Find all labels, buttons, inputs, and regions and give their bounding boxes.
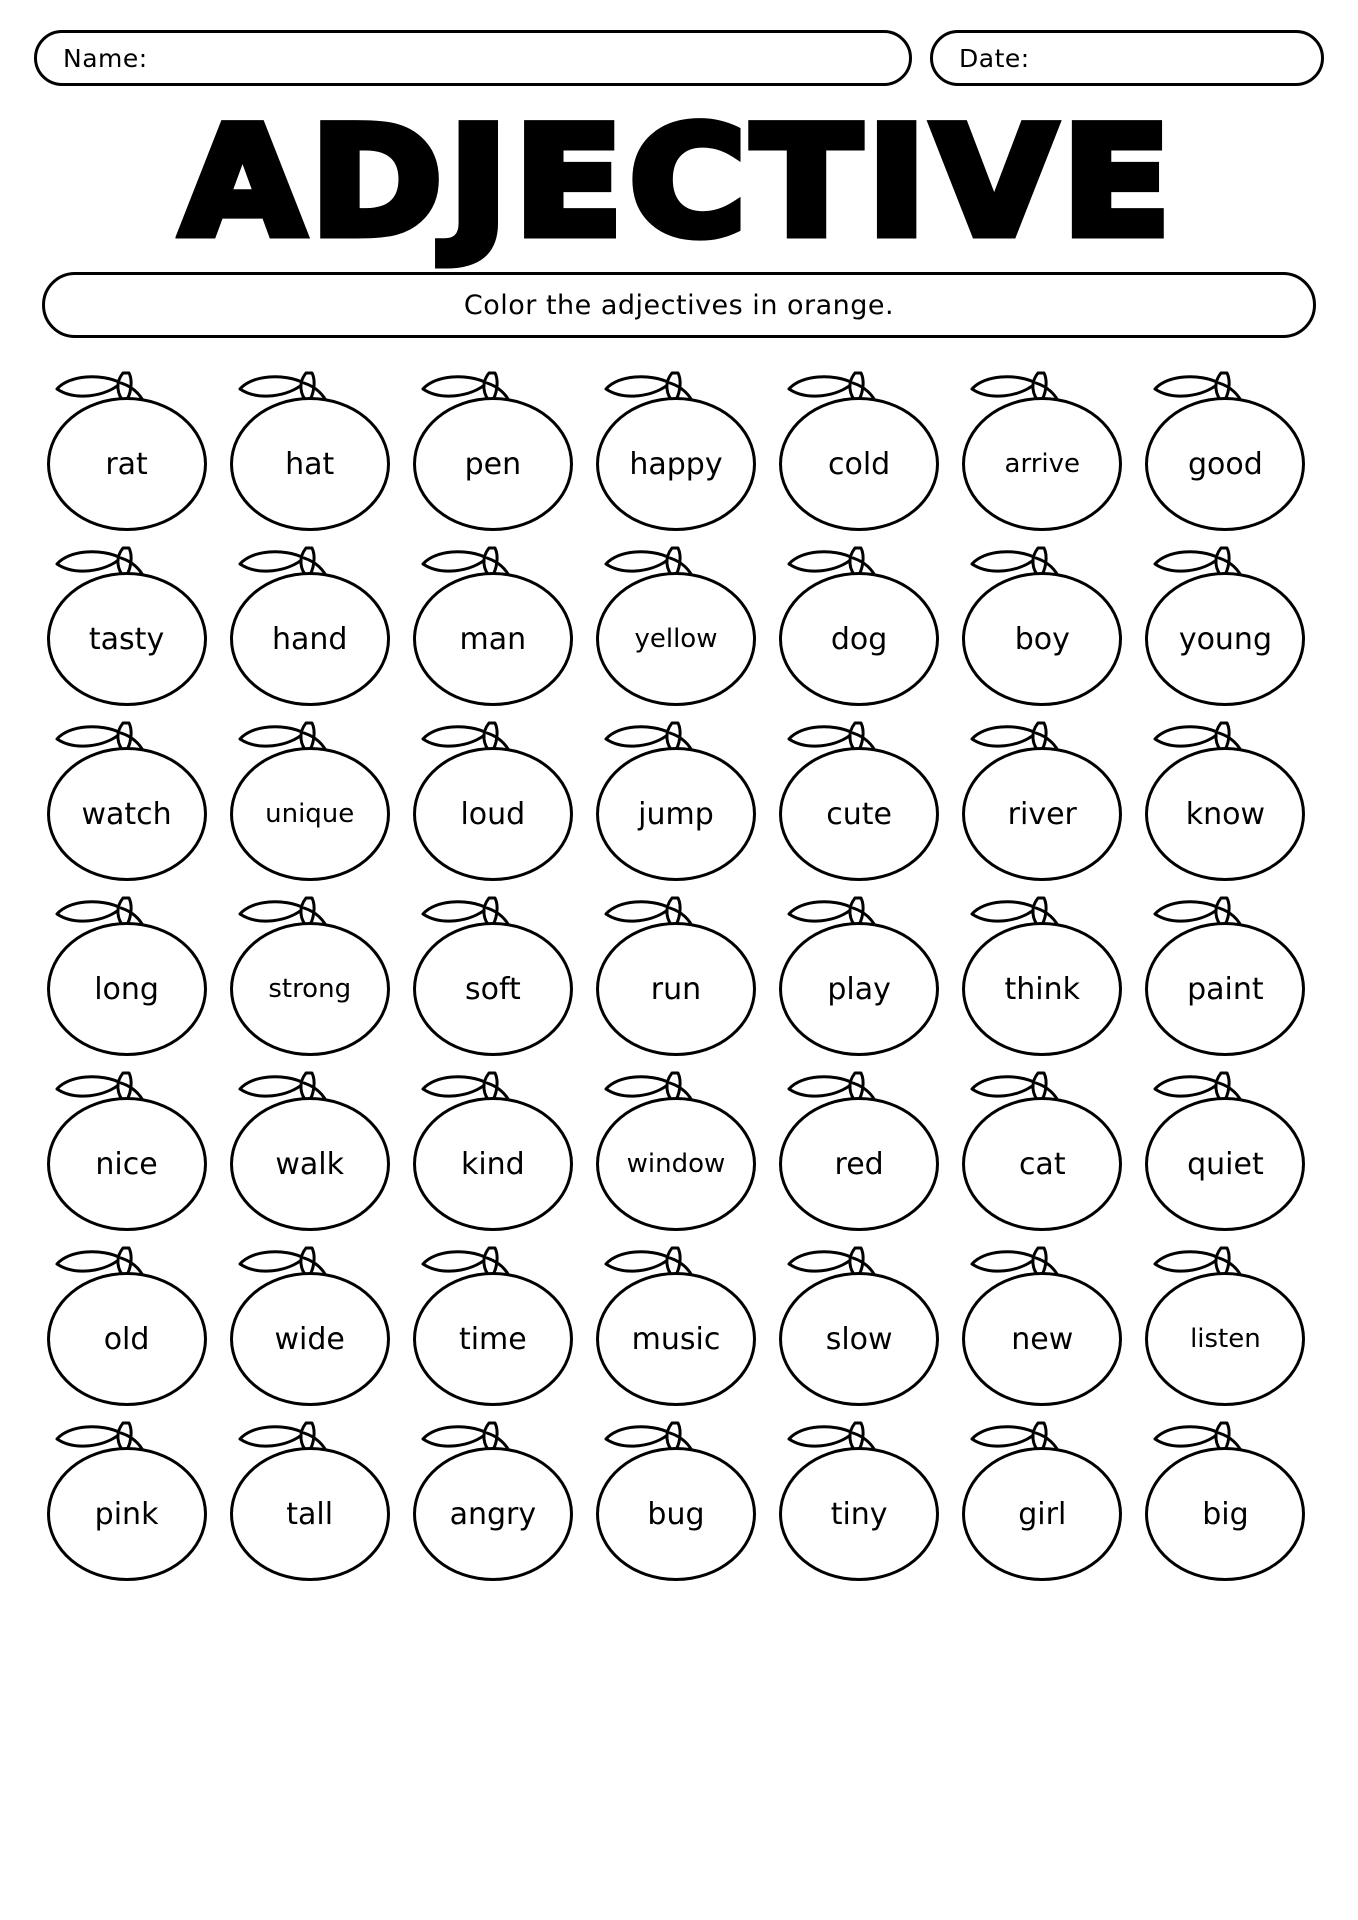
orange-shape[interactable] bbox=[230, 1069, 396, 1235]
orange-shape[interactable] bbox=[1145, 1419, 1311, 1585]
orange-shape[interactable] bbox=[413, 719, 579, 885]
orange-shape[interactable] bbox=[47, 369, 213, 535]
orange-shape[interactable] bbox=[962, 894, 1128, 1060]
word-label: kind bbox=[460, 1146, 525, 1182]
orange-cell[interactable] bbox=[404, 710, 587, 885]
word-label: arrive bbox=[1004, 449, 1080, 479]
orange-body[interactable] bbox=[962, 1447, 1122, 1581]
orange-cell[interactable] bbox=[404, 1410, 587, 1585]
orange-body[interactable] bbox=[47, 1447, 207, 1581]
orange-shape[interactable] bbox=[413, 369, 579, 535]
orange-body[interactable] bbox=[596, 922, 756, 1056]
orange-cell[interactable] bbox=[38, 885, 221, 1060]
orange-body[interactable] bbox=[413, 922, 573, 1056]
orange-shape[interactable] bbox=[1145, 544, 1311, 710]
orange-cell[interactable] bbox=[221, 535, 404, 710]
orange-cell[interactable] bbox=[1137, 535, 1320, 710]
orange-cell[interactable] bbox=[954, 360, 1137, 535]
orange-body[interactable] bbox=[779, 922, 939, 1056]
orange-shape[interactable] bbox=[1145, 369, 1311, 535]
orange-body[interactable] bbox=[230, 747, 390, 881]
word-label: unique bbox=[265, 799, 355, 829]
name-label: Name: bbox=[63, 43, 148, 73]
orange-shape[interactable] bbox=[779, 894, 945, 1060]
orange-cell[interactable] bbox=[771, 1235, 954, 1410]
date-field[interactable] bbox=[930, 30, 1324, 86]
orange-body[interactable] bbox=[596, 1097, 756, 1231]
orange-shape[interactable] bbox=[47, 1419, 213, 1585]
orange-shape[interactable] bbox=[47, 1069, 213, 1235]
word-label: listen bbox=[1190, 1324, 1261, 1354]
date-label: Date: bbox=[959, 43, 1030, 73]
orange-shape[interactable] bbox=[413, 544, 579, 710]
orange-cell[interactable] bbox=[221, 1060, 404, 1235]
word-label: happy bbox=[629, 446, 723, 482]
orange-body[interactable] bbox=[1145, 1272, 1305, 1406]
word-label: jump bbox=[638, 796, 714, 832]
orange-body[interactable] bbox=[962, 747, 1122, 881]
orange-shape[interactable] bbox=[47, 544, 213, 710]
orange-cell[interactable] bbox=[771, 1060, 954, 1235]
orange-shape[interactable] bbox=[596, 369, 762, 535]
word-label: paint bbox=[1187, 971, 1264, 1007]
orange-cell[interactable] bbox=[954, 1235, 1137, 1410]
word-label: man bbox=[459, 621, 527, 657]
orange-body[interactable] bbox=[779, 1272, 939, 1406]
word-label: play bbox=[827, 971, 891, 1007]
orange-body[interactable] bbox=[779, 1097, 939, 1231]
orange-body[interactable] bbox=[47, 1097, 207, 1231]
orange-shape[interactable] bbox=[1145, 1069, 1311, 1235]
orange-body[interactable] bbox=[230, 922, 390, 1056]
orange-shape[interactable] bbox=[962, 1419, 1128, 1585]
orange-cell[interactable] bbox=[404, 885, 587, 1060]
word-label: long bbox=[94, 971, 159, 1007]
orange-body[interactable] bbox=[230, 397, 390, 531]
orange-cell[interactable] bbox=[587, 535, 770, 710]
word-label: pen bbox=[464, 446, 522, 482]
word-label: tall bbox=[286, 1496, 334, 1532]
orange-body[interactable] bbox=[596, 397, 756, 531]
orange-shape[interactable] bbox=[230, 1419, 396, 1585]
orange-body[interactable] bbox=[962, 1272, 1122, 1406]
orange-shape[interactable] bbox=[779, 1419, 945, 1585]
word-label: walk bbox=[275, 1146, 345, 1182]
orange-body[interactable] bbox=[47, 397, 207, 531]
orange-cell[interactable] bbox=[1137, 1235, 1320, 1410]
orange-body[interactable] bbox=[413, 397, 573, 531]
word-label: watch bbox=[81, 796, 172, 832]
orange-body[interactable] bbox=[596, 747, 756, 881]
orange-body[interactable] bbox=[413, 747, 573, 881]
orange-cell[interactable] bbox=[771, 1410, 954, 1585]
word-label: time bbox=[458, 1321, 527, 1357]
orange-shape[interactable] bbox=[47, 719, 213, 885]
orange-shape[interactable] bbox=[47, 1244, 213, 1410]
orange-body[interactable] bbox=[962, 397, 1122, 531]
word-label: boy bbox=[1014, 621, 1070, 657]
orange-cell[interactable] bbox=[1137, 885, 1320, 1060]
word-label: young bbox=[1178, 621, 1272, 657]
orange-cell[interactable] bbox=[587, 710, 770, 885]
word-label: yellow bbox=[634, 624, 718, 654]
orange-shape[interactable] bbox=[962, 719, 1128, 885]
orange-cell[interactable] bbox=[1137, 360, 1320, 535]
word-label: soft bbox=[464, 971, 521, 1007]
instruction-text: Color the adjectives in orange. bbox=[463, 289, 895, 321]
orange-cell[interactable] bbox=[404, 1060, 587, 1235]
orange-body[interactable] bbox=[962, 572, 1122, 706]
orange-shape[interactable] bbox=[596, 719, 762, 885]
word-label: new bbox=[1011, 1321, 1074, 1357]
orange-body[interactable] bbox=[962, 1097, 1122, 1231]
word-label: red bbox=[834, 1146, 884, 1182]
orange-cell[interactable] bbox=[587, 1235, 770, 1410]
orange-shape[interactable] bbox=[230, 1244, 396, 1410]
word-label: slow bbox=[825, 1321, 893, 1357]
orange-shape[interactable] bbox=[230, 894, 396, 1060]
orange-body[interactable] bbox=[413, 1097, 573, 1231]
word-label: hand bbox=[271, 621, 348, 657]
word-label: tiny bbox=[830, 1496, 888, 1532]
orange-body[interactable] bbox=[596, 572, 756, 706]
orange-shape[interactable] bbox=[413, 1069, 579, 1235]
orange-shape[interactable] bbox=[596, 894, 762, 1060]
orange-cell[interactable] bbox=[404, 360, 587, 535]
orange-body[interactable] bbox=[230, 572, 390, 706]
orange-body[interactable] bbox=[47, 747, 207, 881]
orange-shape[interactable] bbox=[413, 1419, 579, 1585]
orange-body[interactable] bbox=[230, 1447, 390, 1581]
word-label: strong bbox=[268, 974, 352, 1004]
orange-cell[interactable] bbox=[221, 885, 404, 1060]
orange-cell[interactable] bbox=[954, 1410, 1137, 1585]
word-label: rat bbox=[105, 446, 148, 482]
word-label: music bbox=[631, 1321, 721, 1357]
orange-shape[interactable] bbox=[779, 369, 945, 535]
orange-cell[interactable] bbox=[1137, 1060, 1320, 1235]
orange-cell[interactable] bbox=[587, 885, 770, 1060]
orange-shape[interactable] bbox=[1145, 1244, 1311, 1410]
orange-shape[interactable] bbox=[596, 1419, 762, 1585]
orange-body[interactable] bbox=[779, 747, 939, 881]
word-label: window bbox=[626, 1149, 726, 1179]
orange-shape[interactable] bbox=[779, 1244, 945, 1410]
word-label: angry bbox=[449, 1496, 537, 1532]
orange-cell[interactable] bbox=[404, 1235, 587, 1410]
orange-shape[interactable] bbox=[779, 1069, 945, 1235]
word-label: nice bbox=[95, 1146, 158, 1182]
orange-shape[interactable] bbox=[779, 544, 945, 710]
orange-body[interactable] bbox=[230, 1272, 390, 1406]
orange-body[interactable] bbox=[779, 397, 939, 531]
orange-cell[interactable] bbox=[771, 885, 954, 1060]
orange-cell[interactable] bbox=[38, 360, 221, 535]
orange-shape[interactable] bbox=[596, 1069, 762, 1235]
orange-shape[interactable] bbox=[596, 1244, 762, 1410]
orange-cell[interactable] bbox=[38, 1410, 221, 1585]
word-label: girl bbox=[1018, 1496, 1067, 1532]
orange-shape[interactable] bbox=[413, 1244, 579, 1410]
name-field[interactable] bbox=[34, 30, 912, 86]
orange-shape[interactable] bbox=[962, 544, 1128, 710]
orange-shape[interactable] bbox=[962, 1244, 1128, 1410]
orange-cell[interactable] bbox=[954, 1060, 1137, 1235]
orange-body[interactable] bbox=[413, 1272, 573, 1406]
orange-body[interactable] bbox=[1145, 1447, 1305, 1581]
orange-cell[interactable] bbox=[1137, 1410, 1320, 1585]
orange-cell[interactable] bbox=[221, 360, 404, 535]
orange-shape[interactable] bbox=[962, 1069, 1128, 1235]
orange-body[interactable] bbox=[1145, 922, 1305, 1056]
orange-body[interactable] bbox=[413, 1447, 573, 1581]
orange-body[interactable] bbox=[1145, 397, 1305, 531]
word-label: bug bbox=[647, 1496, 705, 1532]
word-label: good bbox=[1188, 446, 1263, 482]
orange-cell[interactable] bbox=[404, 535, 587, 710]
word-label: run bbox=[650, 971, 702, 1007]
orange-body[interactable] bbox=[596, 1272, 756, 1406]
orange-shape[interactable] bbox=[413, 894, 579, 1060]
word-label: cold bbox=[828, 446, 891, 482]
orange-shape[interactable] bbox=[230, 544, 396, 710]
orange-cell[interactable] bbox=[38, 1060, 221, 1235]
orange-cell[interactable] bbox=[771, 535, 954, 710]
orange-cell[interactable] bbox=[38, 1235, 221, 1410]
word-label: know bbox=[1185, 796, 1266, 832]
orange-cell[interactable] bbox=[221, 710, 404, 885]
orange-cell[interactable] bbox=[771, 360, 954, 535]
orange-shape[interactable] bbox=[779, 719, 945, 885]
orange-shape[interactable] bbox=[962, 369, 1128, 535]
page-title: ADJECTIVE bbox=[180, 96, 1178, 270]
orange-body[interactable] bbox=[47, 1272, 207, 1406]
orange-body[interactable] bbox=[1145, 747, 1305, 881]
orange-body[interactable] bbox=[596, 1447, 756, 1581]
word-label: hat bbox=[285, 446, 335, 482]
word-label: pink bbox=[94, 1496, 159, 1532]
orange-cell[interactable] bbox=[38, 535, 221, 710]
orange-cell[interactable] bbox=[221, 1235, 404, 1410]
orange-body[interactable] bbox=[47, 922, 207, 1056]
orange-shape[interactable] bbox=[596, 544, 762, 710]
orange-shape[interactable] bbox=[1145, 719, 1311, 885]
orange-cell[interactable] bbox=[38, 710, 221, 885]
orange-shape[interactable] bbox=[230, 719, 396, 885]
orange-cell[interactable] bbox=[587, 360, 770, 535]
orange-shape[interactable] bbox=[230, 369, 396, 535]
orange-body[interactable] bbox=[413, 572, 573, 706]
orange-shape[interactable] bbox=[1145, 894, 1311, 1060]
header-row bbox=[34, 30, 1324, 86]
word-label: big bbox=[1202, 1496, 1249, 1532]
orange-word-grid bbox=[38, 360, 1320, 1585]
orange-cell[interactable] bbox=[1137, 710, 1320, 885]
instruction-banner bbox=[42, 272, 1316, 338]
word-label: wide bbox=[274, 1321, 345, 1357]
word-label: think bbox=[1004, 971, 1081, 1007]
orange-cell[interactable] bbox=[954, 885, 1137, 1060]
word-label: old bbox=[103, 1321, 150, 1357]
word-label: river bbox=[1007, 796, 1077, 832]
orange-body[interactable] bbox=[230, 1097, 390, 1231]
word-label: loud bbox=[460, 796, 526, 832]
orange-cell[interactable] bbox=[954, 535, 1137, 710]
orange-body[interactable] bbox=[779, 1447, 939, 1581]
orange-body[interactable] bbox=[1145, 1097, 1305, 1231]
orange-body[interactable] bbox=[962, 922, 1122, 1056]
orange-body[interactable] bbox=[1145, 572, 1305, 706]
orange-cell[interactable] bbox=[954, 710, 1137, 885]
word-label: cat bbox=[1018, 1146, 1066, 1182]
word-label: quiet bbox=[1187, 1146, 1264, 1182]
orange-body[interactable] bbox=[47, 572, 207, 706]
orange-cell[interactable] bbox=[587, 1410, 770, 1585]
word-label: tasty bbox=[88, 621, 165, 657]
orange-cell[interactable] bbox=[771, 710, 954, 885]
word-label: dog bbox=[830, 621, 888, 657]
orange-body[interactable] bbox=[779, 572, 939, 706]
orange-cell[interactable] bbox=[587, 1060, 770, 1235]
orange-shape[interactable] bbox=[47, 894, 213, 1060]
word-label: cute bbox=[826, 796, 892, 832]
orange-cell[interactable] bbox=[221, 1410, 404, 1585]
